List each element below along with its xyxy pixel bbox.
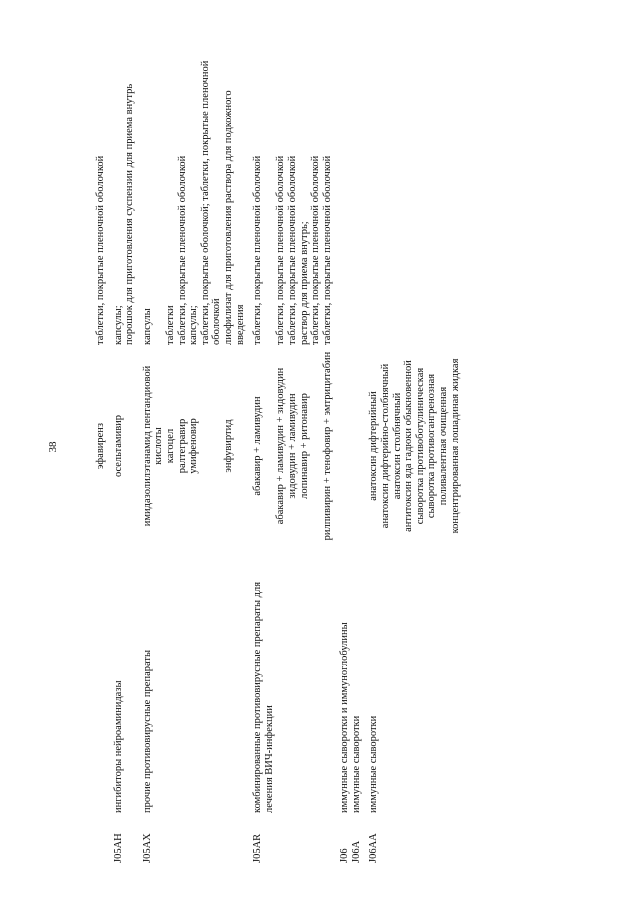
inn-cell: эфавиренз — [95, 422, 106, 470]
table-row — [351, 55, 363, 865]
dosage-form-cell — [426, 55, 461, 347]
atc-code-cell: J05AR — [252, 833, 264, 863]
inn-cell: анатоксин дифтерийный — [368, 391, 380, 501]
table-row — [403, 55, 415, 865]
atc-code-cell — [287, 815, 299, 865]
dosage-form-cell: таблетки, покрытые пленочной оболочкой — [95, 155, 106, 345]
dosage-form-cell: таблетки — [164, 305, 176, 345]
dosage-form-cell — [403, 55, 415, 347]
inn-cell: сыворотка противоботулиническая — [414, 367, 426, 525]
dosage-form-cell — [333, 55, 351, 347]
group-name-cell — [380, 547, 392, 815]
group-name-cell — [275, 547, 287, 815]
atc-code-cell — [380, 815, 392, 865]
table-row — [362, 55, 380, 865]
group-name-cell — [403, 547, 415, 815]
table-row — [426, 55, 461, 865]
group-name-cell — [299, 547, 322, 815]
dosage-form-cell: раствор для приема внутрь; таблетки, покрытые пленочной оболочкой — [298, 155, 322, 345]
table-row — [392, 55, 404, 865]
inn-cell: осельтамивир — [112, 414, 124, 478]
dosage-form-cell — [362, 55, 380, 347]
atc-code-cell: J06A — [350, 840, 362, 863]
drug-list-table — [95, 55, 461, 865]
group-name-cell — [95, 547, 107, 815]
table-row — [95, 55, 107, 865]
inn-cell: имидазолилэтанамид пентандиовой кислоты — [141, 365, 165, 527]
table-body — [95, 55, 461, 865]
dosage-form-cell — [392, 55, 404, 347]
atc-code-cell — [415, 815, 427, 865]
atc-code-cell — [322, 815, 334, 865]
group-name-cell — [177, 547, 189, 815]
atc-code-cell — [426, 815, 461, 865]
dosage-form-cell: капсулы; порошок для приготовления суспензии для приема внутрь — [112, 83, 136, 345]
atc-code-cell — [95, 815, 107, 865]
inn-cell: сыворотка противогангренозная поливалентная очищенная концентрированная лошадиная жидкая — [426, 358, 461, 534]
inn-cell — [351, 347, 363, 547]
table-row — [299, 55, 322, 865]
dosage-form-cell: таблетки, покрытые пленочной оболочкой — [176, 155, 188, 345]
table-row — [333, 55, 351, 865]
atc-code-cell — [188, 815, 223, 865]
atc-code-cell — [275, 815, 287, 865]
group-name-cell: ингибиторы нейроаминидазы — [112, 680, 124, 813]
atc-code-cell — [223, 815, 246, 865]
table-row — [275, 55, 287, 865]
atc-code-cell — [299, 815, 322, 865]
inn-cell: ралтегравир — [176, 418, 188, 474]
group-name-cell — [223, 547, 246, 815]
group-name-cell — [426, 547, 461, 815]
dosage-form-cell: таблетки, покрытые пленочной оболочкой — [286, 155, 298, 345]
inn-cell: лопинавир + ритонавир — [298, 393, 310, 499]
group-name-cell: иммунные сыворотки — [350, 715, 362, 813]
atc-code-cell: J06 — [339, 848, 351, 863]
inn-cell: кагоцел — [164, 428, 176, 464]
table-row — [322, 55, 334, 865]
dosage-form-cell: таблетки, покрытые пленочной оболочкой — [275, 155, 287, 345]
inn-cell: абакавир + ламивудин — [252, 396, 264, 496]
atc-code-cell: J05AX — [141, 833, 153, 863]
inn-cell: антитоксин яда гадюки обыкновенной — [403, 360, 415, 532]
page-number: 38 — [47, 441, 59, 453]
inn-cell: умифеновир — [188, 418, 200, 474]
table-row — [165, 55, 177, 865]
atc-code-cell — [403, 815, 415, 865]
table-row — [223, 55, 246, 865]
dosage-form-cell: таблетки, покрытые пленочной оболочкой — [321, 155, 333, 345]
table-row — [380, 55, 392, 865]
group-name-cell — [188, 547, 223, 815]
atc-code-cell — [165, 815, 177, 865]
atc-code-cell — [392, 815, 404, 865]
dosage-form-cell: капсулы; таблетки, покрытые оболочкой; таблетки, покрытые пленочной оболочкой — [188, 60, 223, 345]
dosage-form-cell — [415, 55, 427, 347]
table-row — [246, 55, 275, 865]
inn-cell: зидовудин + ламивудин — [286, 393, 298, 499]
inn-cell: анатоксин столбнячный — [391, 392, 403, 500]
atc-code-cell: J05AH — [112, 833, 124, 863]
table-row — [107, 55, 136, 865]
group-name-cell — [415, 547, 427, 815]
table-row — [177, 55, 189, 865]
group-name-cell — [165, 547, 177, 815]
table-row — [136, 55, 165, 865]
dosage-form-cell: лиофилизат для приготовления раствора для подкожного введения — [222, 90, 246, 345]
inn-cell: анатоксин дифтерийно-столбнячный — [380, 363, 392, 529]
group-name-cell — [392, 547, 404, 815]
group-name-cell: комбинированные противовирусные препараты для лечения ВИЧ-инфекции — [252, 581, 275, 813]
rotated-table-stage — [95, 0, 590, 905]
atc-code-cell — [177, 815, 189, 865]
inn-cell: рилпивирин + тенофовир + эмтрицитабин — [321, 351, 333, 541]
group-name-cell: иммунные сыворотки и иммуноглобулины — [339, 622, 351, 813]
table-row — [287, 55, 299, 865]
rotated-page — [95, 0, 590, 905]
atc-code-cell: J06AA — [368, 833, 380, 863]
table-row — [415, 55, 427, 865]
inn-cell: энфувиртид — [222, 419, 234, 473]
table-row — [188, 55, 223, 865]
dosage-form-cell — [380, 55, 392, 347]
group-name-cell — [322, 547, 334, 815]
dosage-form-cell — [351, 55, 363, 347]
group-name-cell: иммунные сыворотки — [368, 715, 380, 813]
group-name-cell — [287, 547, 299, 815]
dosage-form-cell: капсулы — [141, 308, 153, 345]
inn-cell — [333, 347, 351, 547]
group-name-cell: прочие противовирусные препараты — [141, 649, 153, 813]
dosage-form-cell: таблетки, покрытые пленочной оболочкой — [252, 155, 264, 345]
inn-cell: абакавир + ламивудин + зидовудин — [275, 367, 287, 525]
